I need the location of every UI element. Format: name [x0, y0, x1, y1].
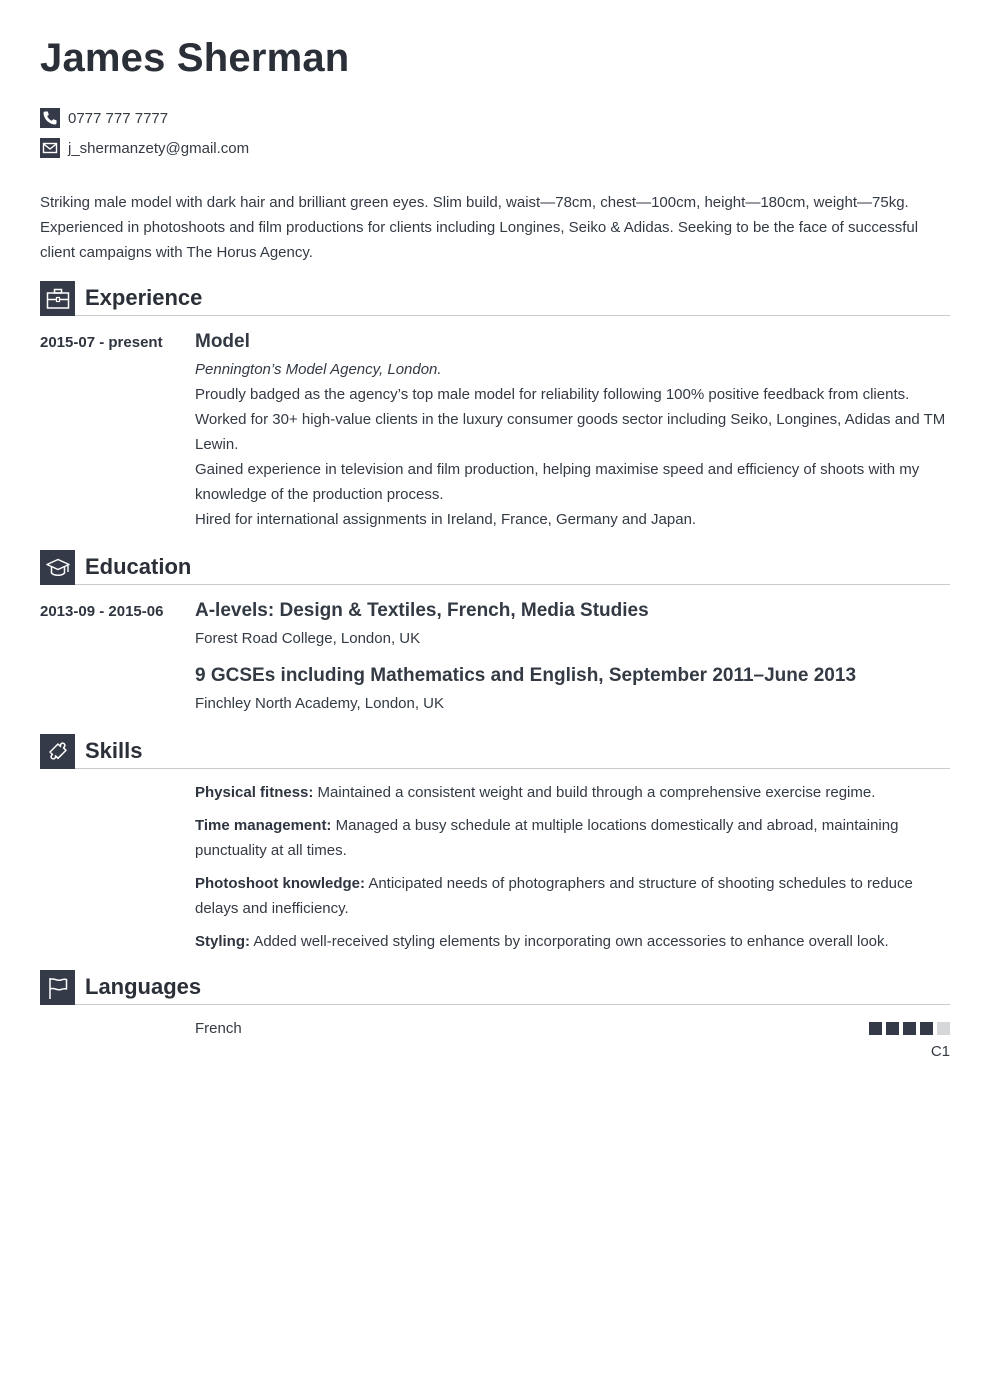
skill-text: Anticipated needs of photographers and structure of shooting schedules to reduce delays and inefficiency.	[195, 875, 913, 917]
job-bullet: Proudly badged as the agency’s top male model for reliability following 100% positive feedback from clients.	[195, 386, 910, 403]
skill-text: Managed a busy schedule at multiple locations domestically and abroad, maintaining punctuality at all times.	[195, 817, 899, 859]
skill-name: Styling:	[195, 933, 250, 950]
languages-title: Languages	[85, 974, 202, 999]
rating-dot-filled	[869, 1022, 882, 1035]
education-date: 2013-09 - 2015-06	[40, 603, 164, 620]
job-bullet: Worked for 30+ high-value clients in the luxury consumer goods sector including Seiko, Longines, Adidas and TM Lewin.	[195, 411, 946, 453]
school-name: Finchley North Academy, London, UK	[195, 695, 445, 712]
job-entry	[195, 329, 950, 532]
job-role: Model	[195, 331, 250, 352]
skill-item	[195, 871, 950, 921]
language-name: French	[195, 1020, 242, 1037]
education-title: Education	[85, 554, 192, 579]
skills-section-header	[40, 734, 950, 770]
email-row	[40, 137, 249, 159]
skill-name: Physical fitness:	[195, 784, 314, 801]
job-company: Pennington’s Model Agency, London.	[195, 361, 442, 378]
skill-item	[195, 780, 950, 805]
briefcase-icon	[40, 281, 75, 316]
language-level: C1	[930, 1043, 950, 1060]
rating-dot-filled	[920, 1022, 933, 1035]
section-divider	[75, 315, 950, 316]
education-entries	[195, 598, 950, 716]
skills-title: Skills	[85, 738, 143, 763]
job-bullet: Hired for international assignments in Ireland, France, Germany and Japan.	[195, 511, 697, 528]
languages-section-header	[40, 970, 950, 1006]
phone-number[interactable]: 0777 777 7777	[68, 109, 169, 127]
rating-dot-filled	[903, 1022, 916, 1035]
degree-title: 9 GCSEs including Mathematics and English, September 2011–June 2013	[195, 665, 857, 686]
experience-title: Experience	[85, 285, 203, 310]
job-bullet: Gained experience in television and film production, helping maximise speed and efficiency of shoots with my knowledge of the production process.	[195, 461, 920, 503]
skills-list	[195, 780, 950, 962]
puzzle-icon	[40, 734, 75, 769]
section-divider	[75, 1004, 950, 1005]
skill-text: Maintained a consistent weight and build through a comprehensive exercise regime.	[313, 784, 876, 801]
rating-dot-filled	[886, 1022, 899, 1035]
education-section-header	[40, 550, 950, 586]
profile-summary: Striking male model with dark hair and brilliant green eyes. Slim build, waist—78cm, chest—100cm, height—180cm, weight—75kg. Experienced in photoshoots and film productions for clients including Longines, Seiko & Adidas. Seeking to be the face of successful client campaigns with The Horus Agency.	[40, 194, 919, 261]
skill-name: Time management:	[195, 817, 332, 834]
section-divider	[75, 584, 950, 585]
section-divider	[75, 768, 950, 769]
rating-dot-empty	[937, 1022, 950, 1035]
candidate-name: James Sherman	[40, 36, 350, 80]
skill-item	[195, 813, 950, 863]
email-address[interactable]: j_shermanzety@gmail.com	[68, 139, 250, 157]
skill-item	[195, 929, 950, 954]
envelope-icon	[40, 138, 60, 158]
school-name: Forest Road College, London, UK	[195, 630, 421, 647]
phone-icon	[40, 108, 60, 128]
skill-name: Photoshoot knowledge:	[195, 875, 365, 892]
graduation-cap-icon	[40, 550, 75, 585]
skill-text: Added well-received styling elements by incorporating own accessories to enhance overall look.	[250, 933, 889, 950]
language-item	[195, 1018, 950, 1068]
flag-icon	[40, 970, 75, 1005]
degree-title: A-levels: Design & Textiles, French, Media Studies	[195, 600, 649, 621]
job-date: 2015-07 - present	[40, 334, 163, 351]
experience-section-header	[40, 281, 950, 317]
language-rating	[865, 1022, 950, 1035]
phone-row	[40, 107, 168, 129]
